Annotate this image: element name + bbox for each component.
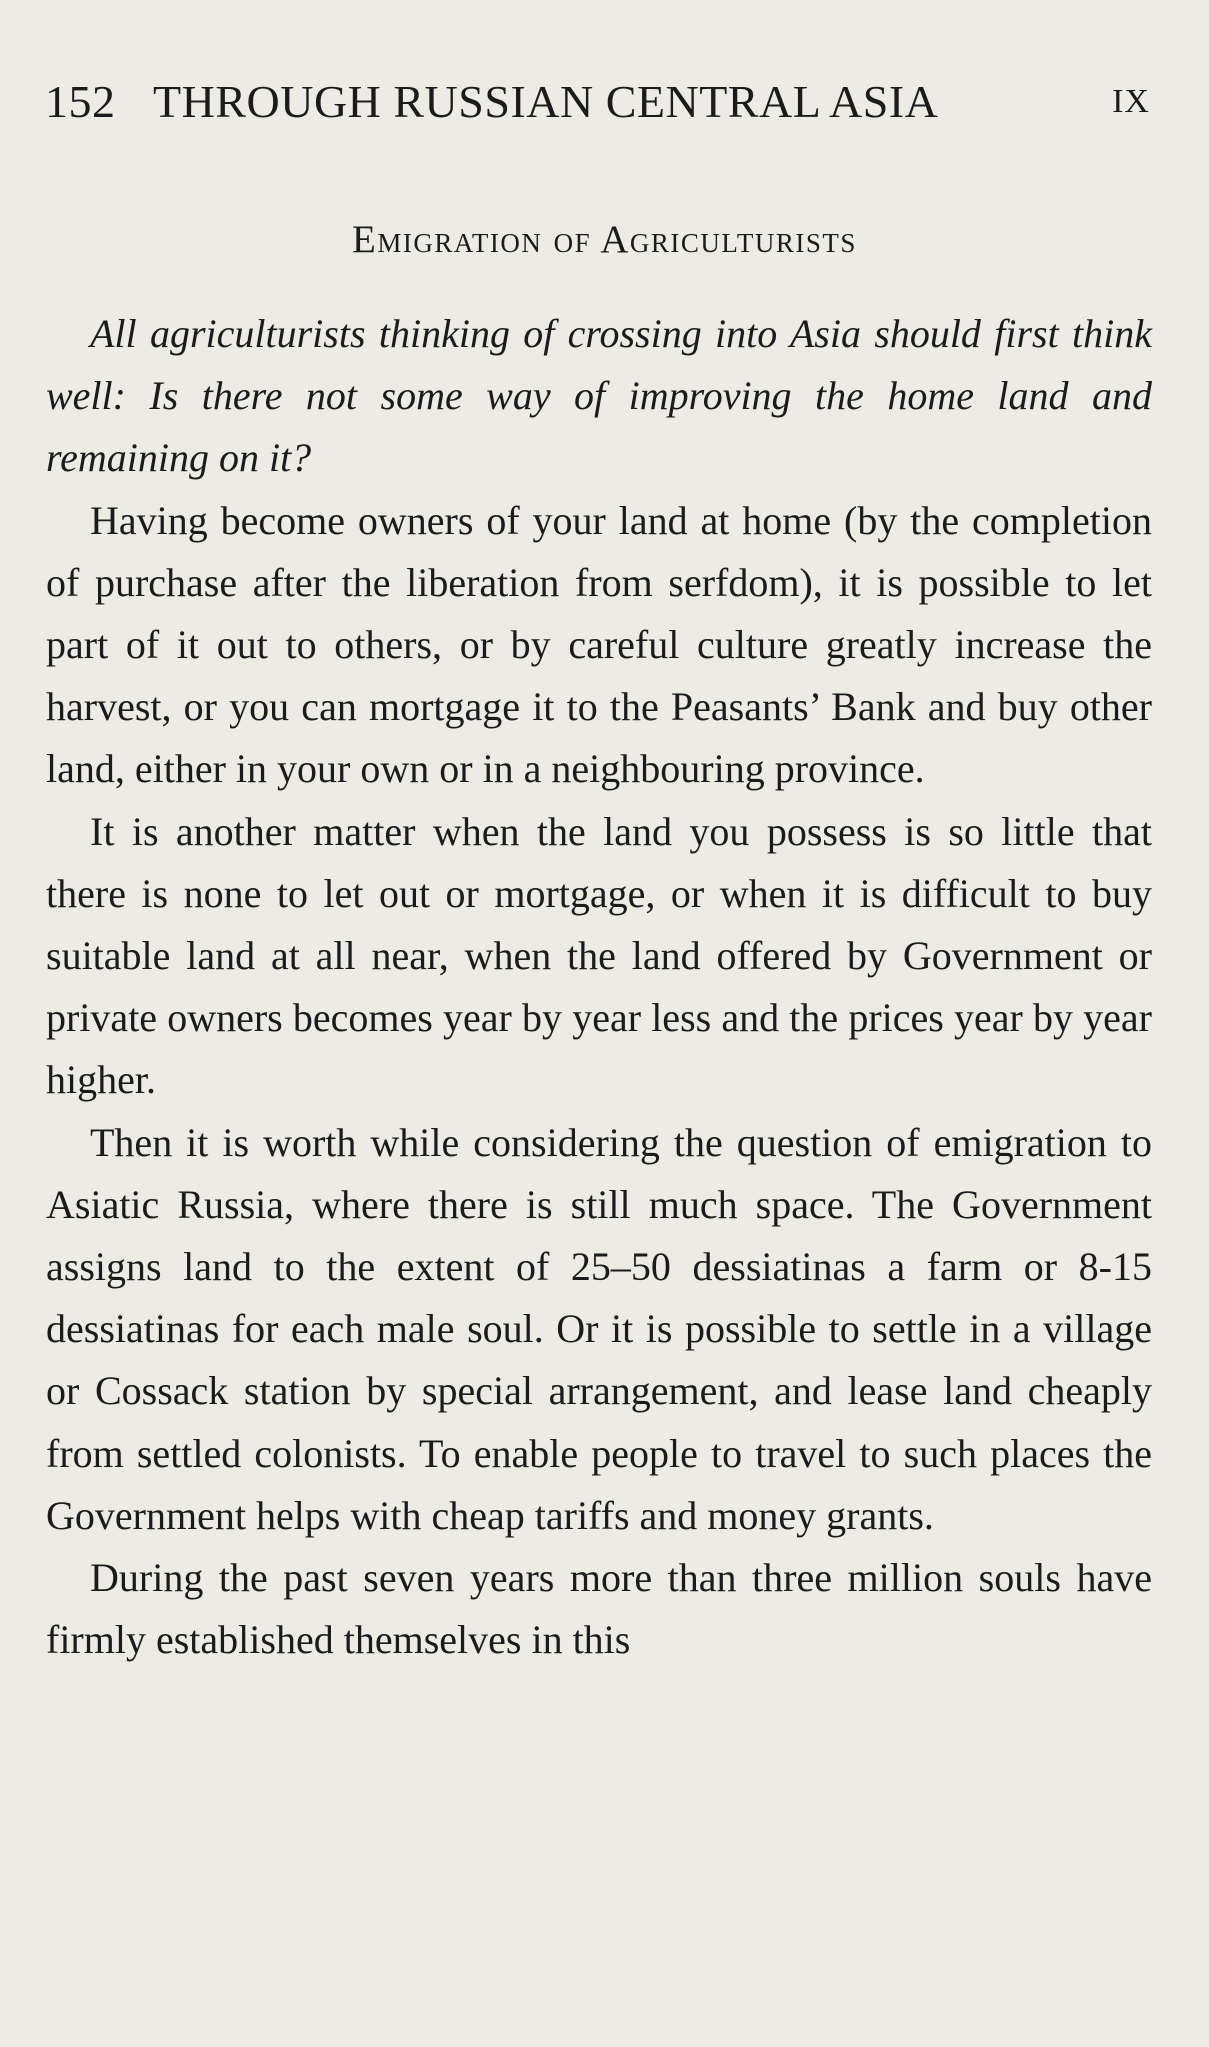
- paragraph: Then it is worth while considering the question of emigration to Asiatic Russia, where there is still much space. The Government assigns land to the extent of 25–50 dessiatinas a farm or 8-15 dessiatinas for each male soul. Or it is possible to settle in a village or Cossack station by special arrangement, and lease land cheaply from settled colonists. To enable people to travel to such places the Government helps with cheap tariffs and money grants.: [46, 1119, 1152, 1538]
- chapter-numeral: IX: [1112, 83, 1150, 120]
- paragraph: Having become owners of your land at home (by the completion of purchase after the liberation from serfdom), it is possible to let part of it out to others, or by careful culture greatly increase the harvest, or you can mortgage it to the Peasants’ Bank and buy other land, either in your own or in a neighbouring province.: [46, 497, 1152, 792]
- section-heading: Emigration of Agriculturists: [352, 218, 857, 261]
- running-head: [45, 72, 1150, 132]
- book-title: THROUGH RUSSIAN CENTRAL ASIA: [153, 76, 939, 127]
- paragraph: During the past seven years more than three million souls have firmly established themselves in this: [46, 1555, 1152, 1663]
- paragraph: It is another matter when the land you possess is so little that there is none to let out or mortgage, or when it is difficult to buy suitable land at all near, when the land offered by Government or private owners becomes year by year less and the prices year by year higher.: [46, 808, 1152, 1103]
- paragraph-intro-italic: All agriculturists thinking of crossing into Asia should first think well: Is there not some way of improving the home land and remaining on it?: [46, 311, 1152, 481]
- page-number: 152: [45, 76, 116, 127]
- body-text: [46, 303, 1152, 1671]
